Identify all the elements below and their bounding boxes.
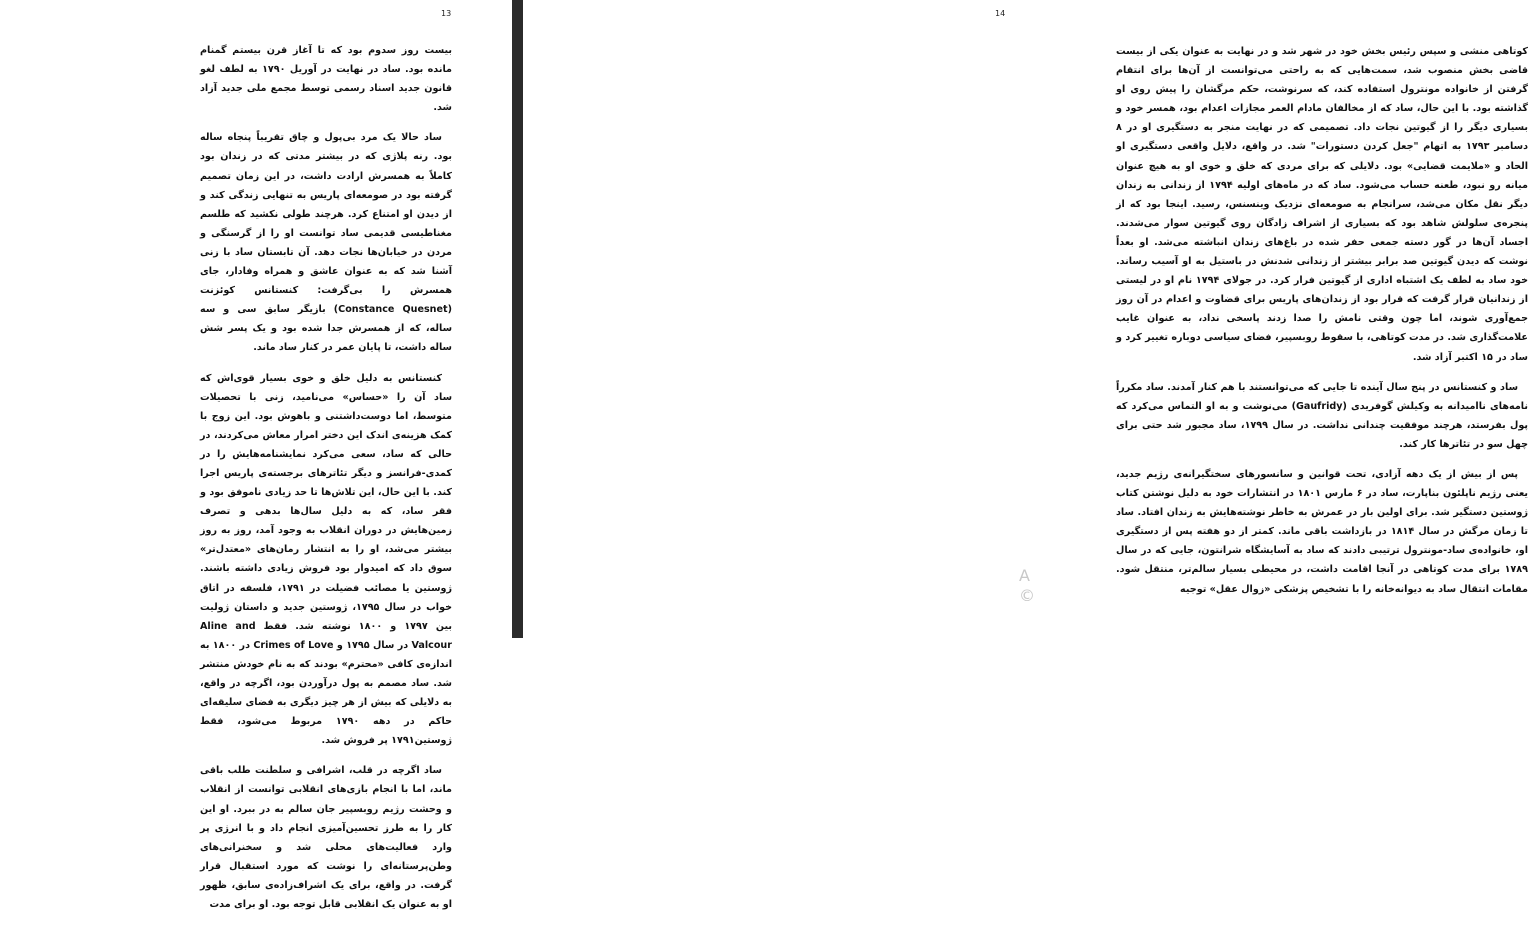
page-13 (0, 0, 512, 911)
paragraph: پس از بیش از یک دهه آزادی، تحت قوانین و سانسورهای سختگیرانه‌ی رژیم جدید، یعنی رژیم ناپلئون بناپارت، ساد در ۶ مارس ۱۸۰۱ در انتشارات خود به دلیل نوشتن کتاب ژوستین دستگیر شد. برای اولین بار در عمرش به خاطر نوشته‌هایش به زندان افتاد. ساد تا زمان مرگش در سال ۱۸۱۴ در بازداشت باقی ماند. کمتر از دو هفته پس از دستگیری او، خانواده‌ی ساد-مونترول ترتیبی دادند که ساد به آسایشگاه شرانتون، جایی که در سال ۱۷۸۹ برای مدت کوتاهی در آنجا اقامت داشت، در محیطی بسیار سالم‌تر، منتقل شود. مقامات انتقال ساد به دیوانه‌خانه را با تشخیص پزشکی «زوال عقل» توجیه (1116, 468, 1528, 595)
page-number: 13 (441, 9, 452, 18)
paragraph: ساد و کنستانس در پنج سال آینده تا جایی که می‌توانستند با هم کنار آمدند. ساد مکرراً نامه‌های ناامیدانه به وکیلش گوفریدی (Gaufridy) می‌نوشت و به او التماس می‌کرد که پول بفرستد، هرچند موفقیت چندانی نداشت. در سال ۱۷۹۹، ساد مجبور شد حتی برای چهل سو در تئاترها کار کند. (1116, 381, 1528, 450)
paragraph: بیست روز سدوم بود که تا آغاز قرن بیستم گمنام مانده بود. ساد در نهایت در آوریل ۱۷۹۰ به لطف لغو قانون جدید اسناد رسمی توسط مجمع ملی جدید آزاد شد. (200, 45, 452, 114)
page-14 (523, 0, 1528, 638)
scroll-edge-icon: A © (1019, 566, 1035, 605)
paragraph: کنستانس به دلیل خلق و خوی بسیار قوی‌اش که ساد آن را «حساس» می‌نامید، زنی با تحصیلات متوسط، اما دوست‌داشتنی و باهوش بود. این زوج با کمک هزینه‌ی اندک این دختر امرار معاش می‌کردند، در حالی که ساد، سعی می‌کرد نمایشنامه‌هایش را در کمدی-فرانسز و دیگر تئاترهای برجسته‌ی پاریس اجرا کند. با این حال، این تلاش‌ها تا حد زیادی ناموفق بود و فقر ساد، که به دلیل سال‌ها بدهی و تصرف زمین‌هایش در دوران انقلاب به وجود آمد، روز به روز بیشتر می‌شد، او را به انتشار رمان‌های «معتدل‌تر» سوق داد که امیدوار بود فروش زیادی داشته باشند. ژوستین یا مصائب فضیلت در ۱۷۹۱، فلسفه در اتاق خواب در سال ۱۷۹۵، ژوستین جدید و داستان ژولیت بین ۱۷۹۷ و ۱۸۰۰ نوشته شد. فقط Aline and Valcour در سال ۱۷۹۵ و Crimes of Love در ۱۸۰۰ به اندازه‌ی کافی «محترم» بودند که به نام خودش منتشر شد. ساد مصمم به پول درآوردن بود، اگرچه در واقع، به دلایلی که بیش از هر چیز دیگری به فضای سلیقه‌ای حاکم در دهه ۱۷۹۰ مربوط می‌شود، فقط ژوستین۱۷۹۱ پر فروش شد. (200, 372, 453, 747)
page-divider (512, 0, 523, 638)
page-body (1116, 42, 1528, 610)
paragraph: کوتاهی منشی و سپس رئیس بخش خود در شهر شد و در نهایت به عنوان یکی از بیست قاضی بخش منصوب شد، سمت‌هایی که به راحتی می‌توانست از آن‌ها برای انتقام گرفتن از خانواده مونترول استفاده کند، که سرنوشت، حکم مرگشان را پیش روی او گذاشته بود. با این حال، ساد که از مخالفان مادام العمر مجازات اعدام بود، همسر خود و بسیاری دیگر را از گیوتین نجات داد. تصمیمی که در نهایت منجر به دستگیری او در ۸ دسامبر ۱۷۹۳ به اتهام "جعل کردن دستورات" شد. در واقع، دلایل واقعی دستگیری او الحاد و «ملایمت قضایی» بود. دلایلی که برای مردی که خلق و خوی او به هیچ عنوان میانه رو نبود، طعنه حساب می‌شود. ساد که در ماه‌های اولیه ۱۷۹۴ از زندانی به زندان دیگر نقل مکان می‌شد، سرانجام به صومعه‌ای نزدیک وینسنس، رسید. اینجا بود که از پنجره‌ی سلولش شاهد بود که بسیاری از اشراف زادگان روی گیوتین سوار می‌شدند. اجساد آن‌ها در گور دسته جمعی حفر شده در باغ‌های زندان انباشته می‌شد. او بعداً نوشت که دیدن گیوتین صد برابر بیشتر از زندانی شدنش در باستیل به او آسیب رساند. خود ساد به لطف یک اشتباه اداری از گیوتین فرار کرد. در جولای ۱۷۹۴ نام او در لیستی از زندانیان قرار گرفت که قرار بود از زندان‌های پاریس برای قضاوت و اعدام در آن روز جمع‌آوری شوند، اما چون وقتی نامش را صدا زدند پاسخی نداد، به عنوان غایب علامت‌گذاری شد. در مدت کوتاهی، با سقوط روبسپیر، فضای سیاسی دوباره تغییر کرد و ساد در ۱۵ اکتبر آزاد شد. (1116, 46, 1528, 363)
paragraph: ساد حالا یک مرد بی‌پول و چاق تقریباً پنجاه ساله بود. رنه پلاژی که در بیشتر مدتی که در زندان بود کاملاً به همسرش ارادت داشت، در این زمان تصمیم گرفته بود در صومعه‌ای پاریس به تنهایی زندگی کند و از دیدن او امتناع کرد. هرچند طولی نکشید که طلسم مغناطیسی قدیمی ساد توانست او را از گرسنگی و مردن در خیابان‌ها نجات دهد. آن تابستان ساد با زنی آشنا شد که به عنوان عاشق و همراه وفادار، جای همسرش را بی‌گرفت: کنستانس کوئزنت (Constance Quesnet) بازیگر سابق سی و سه ساله، که از همسرش جدا شده بود و یک پسر شش ساله داشت، تا پایان عمر در کنار ساد ماند. (200, 132, 452, 354)
page-number: 14 (995, 9, 1006, 18)
paragraph: ساد اگرچه در قلب، اشرافی و سلطنت طلب باقی ماند، اما با انجام بازی‌های انقلابی توانست از انقلاب و وحشت رژیم روبسپیر جان سالم به در ببرد. او این کار را به طرز تحسین‌آمیزی انجام داد و با انرژی پر وارد فعالیت‌های محلی شد و سخنرانی‌های وطن‌پرستانه‌ای را نوشت که مورد استقبال قرار گرفت. در واقع، برای یک اشراف‌زاده‌ی سابق، ظهور او به عنوان یک انقلابی قابل توجه بود. او برای مدت (200, 765, 452, 911)
page-body (200, 41, 452, 925)
